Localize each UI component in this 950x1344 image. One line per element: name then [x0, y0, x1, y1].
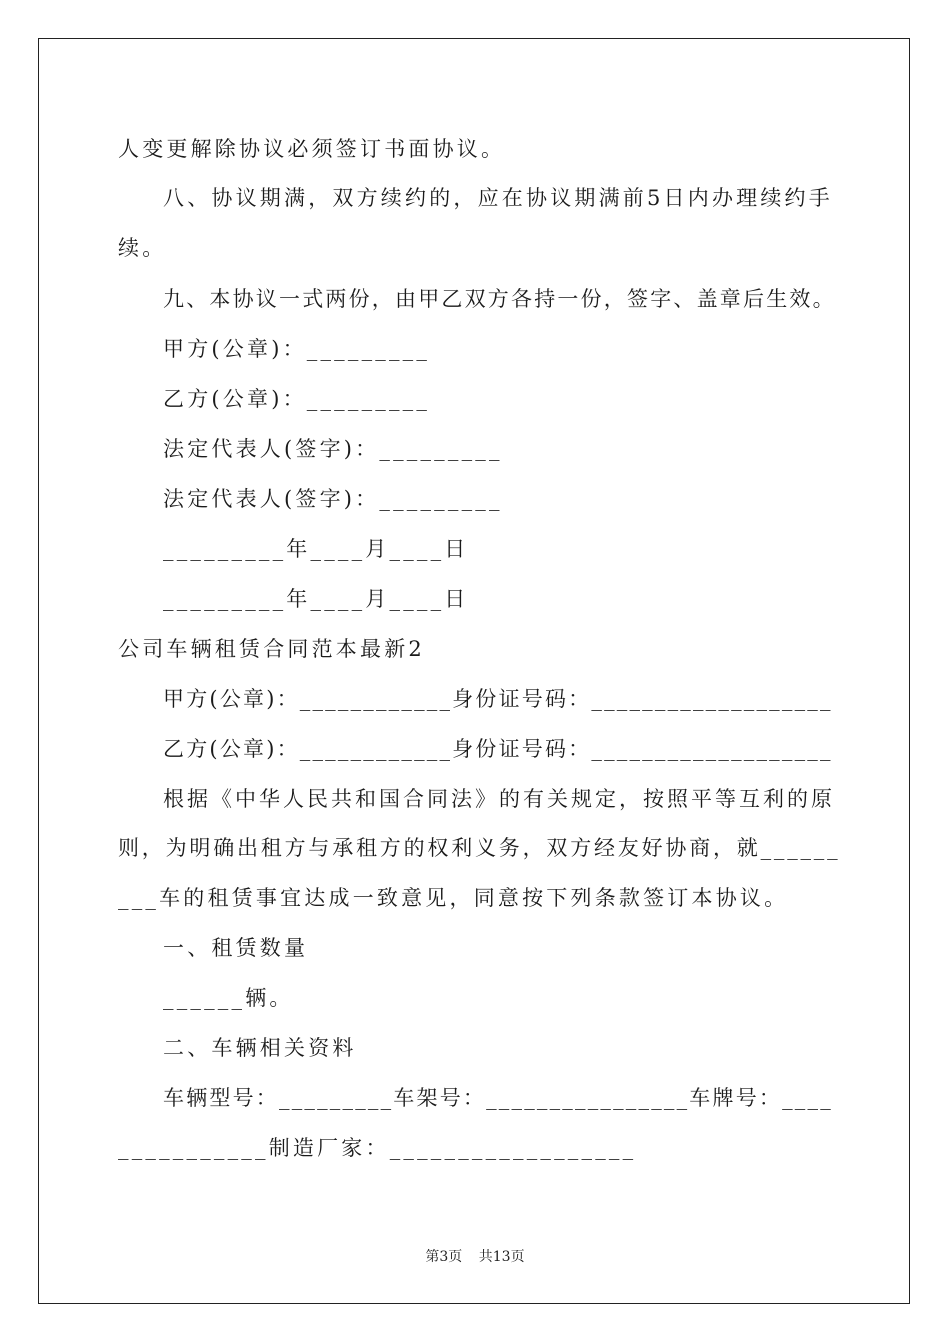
clause-8: 八、协议期满，双方续约的，应在协议期满前5日内办理续约手: [163, 186, 833, 210]
vehicle-info-fields: ___________制造厂家：__________________: [118, 1136, 637, 1160]
party-a-seal-field: 甲方(公章)：_________: [163, 337, 431, 361]
vehicle-info-fields: 车辆型号：_________车架号：________________车牌号：____: [163, 1086, 833, 1110]
party-b-seal-field: 乙方(公章)：_________: [163, 387, 431, 411]
preamble-paragraph: 根据《中华人民共和国合同法》的有关规定，按照平等互利的原: [163, 787, 835, 811]
page-footer: [0, 1246, 950, 1266]
date-field: _________年____月____日: [163, 537, 469, 561]
legal-rep-signature-field: 法定代表人(签字)：_________: [163, 437, 503, 461]
clause-heading-2: 二、车辆相关资料: [163, 1036, 357, 1060]
page-total: 共13页: [478, 1249, 525, 1265]
date-field: _________年____月____日: [163, 587, 469, 611]
party-a-id-field: 甲方(公章)：____________身份证号码：___________________: [163, 687, 833, 711]
party-b-id-field: 乙方(公章)：____________身份证号码：___________________: [163, 737, 833, 761]
section-title: 公司车辆租赁合同范本最新2: [118, 637, 425, 661]
preamble-paragraph: ___车的租赁事宜达成一致意见，同意按下列条款签订本协议。: [118, 886, 789, 910]
clause-9: 九、本协议一式两份，由甲乙双方各持一份，签字、盖章后生效。: [163, 287, 836, 311]
text-line: 人变更解除协议必须签订书面协议。: [118, 137, 506, 161]
vehicle-count-field: ______辆。: [163, 986, 294, 1010]
page-border: [38, 38, 910, 1304]
legal-rep-signature-field: 法定代表人(签字)：_________: [163, 487, 503, 511]
clause-heading-1: 一、租赁数量: [163, 936, 309, 960]
preamble-paragraph: 则，为明确出租方与承租方的权利义务，双方经友好协商，就______: [118, 836, 841, 860]
page-number: 第3页: [425, 1249, 463, 1265]
text-line: 续。: [118, 236, 167, 260]
